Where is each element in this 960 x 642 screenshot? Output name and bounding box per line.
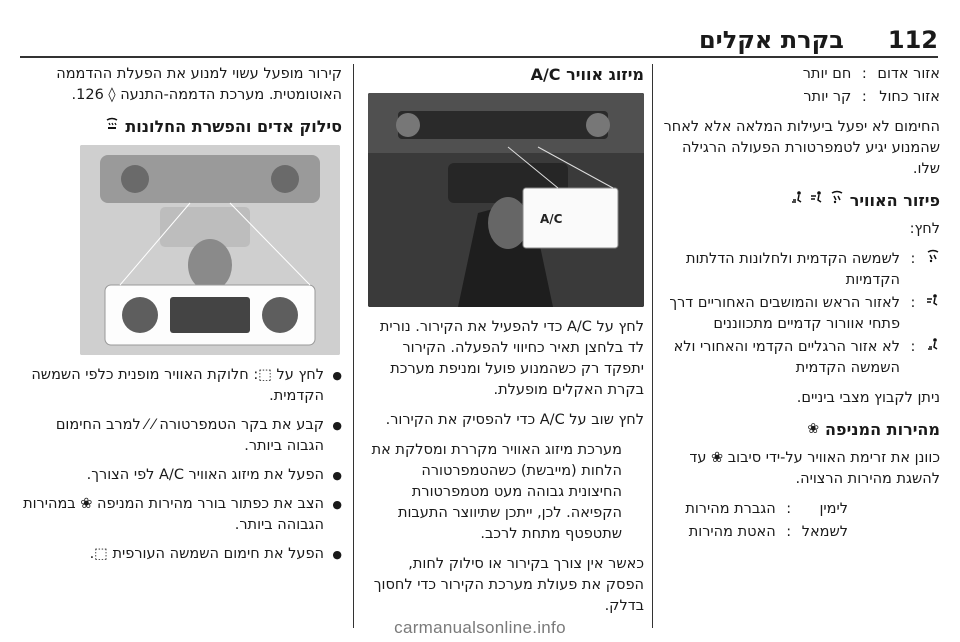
watermark: carmanualsonline.info (394, 618, 566, 637)
page-header (20, 14, 938, 54)
air-windscreen-icon (830, 190, 844, 211)
definition: הגברת מהירות (685, 501, 776, 517)
air-feet-icon (926, 337, 940, 379)
air-feet-icon (790, 190, 804, 211)
air-windscreen-icon (926, 249, 940, 291)
definition: לא אזור הרגליים הקדמי והאחורי ולא השמשה הקדמית (673, 339, 900, 376)
term: לשמאל (801, 524, 848, 540)
air-head-icon (926, 293, 940, 335)
page-number: 112 (887, 26, 938, 54)
list-item: ● הצב את כפתור בורר מהירות המניפה ❀ במהירות הגבוהה ביותר. (20, 494, 342, 536)
definition: לאזור הראש והמושבים האחוריים דרך פתחי אוורור קדמיים מתכווננים (669, 295, 900, 332)
section-heading-fan-speed: מהירות המניפה ❀ (807, 420, 940, 439)
ac-button-label: A/C (540, 212, 563, 226)
definition: חם יותר (802, 66, 852, 82)
column-left (20, 64, 342, 573)
air-distribution-definitions: : לשמשה הקדמית ולחלונות הדלתות הקדמיות : לאזור הראש והמושבים האחוריים דרך פתחי אוורור קדמיים מתכווננים : לא אזור הרגליים הקדמי והאחורי ולא השמשה הקדמית (658, 249, 940, 379)
list-item: ● לחץ על ⬚: חלוקת האוויר מופנית כלפי השמשה הקדמית. (20, 365, 342, 407)
section-heading-defrost: סילוק אדים והפשרת החלונות (20, 116, 342, 137)
climate-control-photo (80, 145, 340, 355)
definition: קר יותר (803, 89, 852, 105)
section-heading-air-distribution: פיזור האוויר (658, 190, 940, 211)
paragraph: לחץ שוב על A/C כדי להפסיק את הקירור. (385, 412, 644, 428)
paragraph: החימום לא יפעל ביעילות המלאה אלא לאחר שהמנוע יגיע לטמפרטורת הפעולה הרגילה שלו. (663, 119, 940, 177)
term: אזור אדום (877, 66, 940, 82)
term: אזור כחול (879, 89, 940, 105)
column-middle (368, 64, 644, 626)
paragraph: לחץ על A/C כדי להפעיל את הקירור. נורית לד בלחצן תאיר כחיווי להפעלה. הקירור יתפקד רק כשהמנוע פועל ומניפת מערכת בקרת האקלים מופעלת. (379, 319, 644, 398)
definition: האטת מהירות (688, 524, 776, 540)
list-item: ● קבע את בקר הטמפרטורה ⁄ ⁄ למרב החימום הגבוה ביותר. (20, 415, 342, 457)
paragraph: קירור מופעל עשוי למנוע את הפעלת ההדממה האוטומטית. מערכת הדממה-התנעה ◊ 126. (56, 66, 342, 103)
ac-button-photo (368, 93, 644, 307)
column-divider-right (652, 64, 653, 628)
section-heading-air-conditioning: מיזוג אוויר A/C (530, 65, 644, 84)
paragraph: ניתן לקבוץ מצבי ביניים. (796, 390, 940, 406)
fan-speed-definitions: לימין : הגברת מהירות לשמאל : האטת מהירות (658, 499, 940, 543)
column-divider-left (353, 64, 354, 628)
page-title: בקרת אקלים (698, 26, 844, 54)
column-right (658, 64, 940, 552)
paragraph: כוונן את זרימת האוויר על-ידי סיבוב ❀ עד להשגת מהירות הרצויה. (689, 450, 940, 487)
defrost-steps-list (20, 365, 342, 565)
paragraph: מערכת מיזוג האוויר מקררת ומסלקת את הלחות (מייבשת) כשהטמפרטורה החיצונית גבוהה מעט מטמפרטורת הקפיאה. לכן, ייתכן שתיווצר התעבות שתטפטף מתחת לרכב. (371, 442, 622, 542)
max-defrost-icon (105, 116, 119, 137)
fan-icon: ❀ (807, 421, 820, 437)
list-item: ● הפעל את חימום השמשה העורפית ⬚. (20, 544, 342, 565)
header-rule (20, 56, 938, 58)
term: לימין (819, 501, 848, 517)
list-item: ● הפעל את מיזוג האוויר A/C לפי הצורך. (20, 465, 342, 486)
paragraph: לחץ: (909, 221, 940, 237)
definition: לשמשה הקדמית ולחלונות הדלתות הקדמיות (685, 251, 900, 288)
paragraph: כאשר אין צורך בקירור או סילוק לחות, הפסק את פעולת מערכת הקירור כדי לחסוך בדלק. (373, 556, 644, 614)
air-head-icon (810, 190, 824, 211)
temperature-definitions: אזור אדום : חם יותר אזור כחול : קר יותר (658, 64, 940, 108)
